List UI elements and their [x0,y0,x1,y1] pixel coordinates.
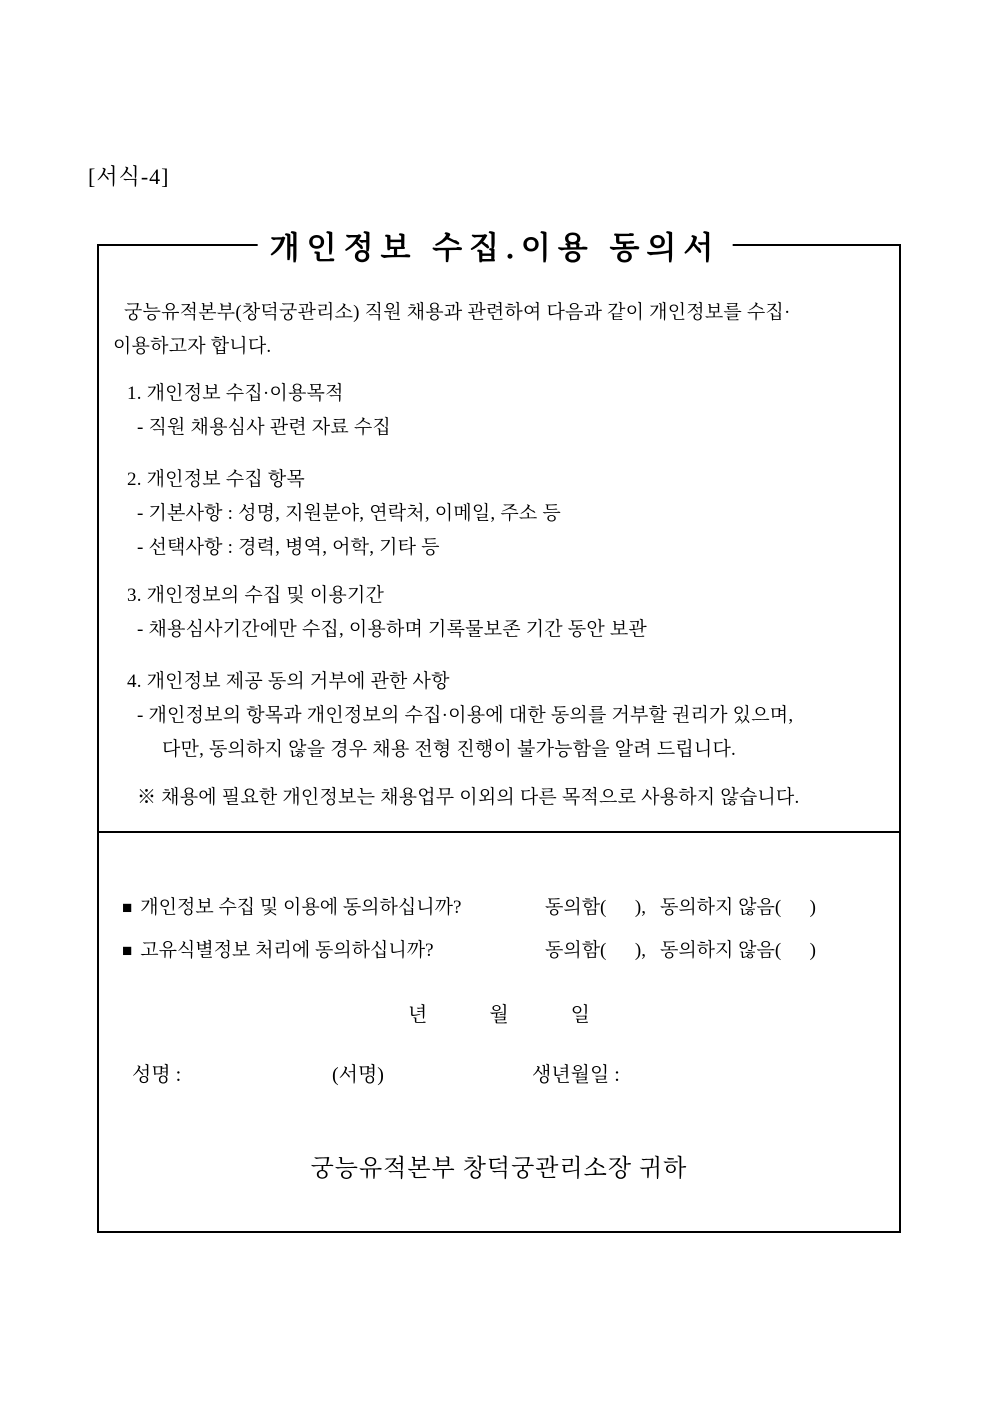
disagree-option: 동의하지 않음( ) [659,897,816,918]
intro-line-1: 궁능유적본부(창덕궁관리소) 직원 채용과 관련하여 다음과 같이 개인정보를 수집· [124,302,791,323]
form-number-label: [서식-4] [88,164,170,189]
consent-form-box [97,230,901,1233]
usage-note: ※ 채용에 필요한 개인정보는 채용업무 이외의 다른 목적으로 사용하지 않습니다. [137,787,800,808]
date-year-label: 년 [408,1004,428,1026]
question-2-options [545,935,816,962]
section-4-item-1: - 개인정보의 항목과 개인정보의 수집·이용에 대한 동의를 거부할 권리가 있으며, [137,705,794,726]
section-4-heading: 4. 개인정보 제공 동의 거부에 관한 사항 [127,671,450,692]
agree-option: 동의함( ), [545,897,646,918]
question-2-text: 고유식별정보 처리에 동의하십니까? [140,940,434,961]
section-3-item: - 채용심사기간에만 수집, 이용하며 기록물보존 기간 동안 보관 [137,619,647,640]
section-1-heading: 1. 개인정보 수집·이용목적 [127,383,344,404]
recipient-line: 궁능유적본부 창덕궁관리소장 귀하 [310,1156,688,1182]
section-2-heading: 2. 개인정보 수집 항목 [127,469,305,490]
section-3-heading: 3. 개인정보의 수집 및 이용기간 [127,585,385,606]
birthdate-field-label: 생년월일 : [532,1064,620,1086]
square-bullet-icon: ■ [122,941,133,960]
agree-option: 동의함( ), [545,940,646,961]
date-day-label: 일 [570,1004,590,1026]
question-1 [122,892,461,919]
sign-field-label: (서명) [332,1064,384,1086]
date-month-label: 월 [489,1004,509,1026]
name-field-label: 성명 : [132,1064,182,1086]
section-4-item-2: 다만, 동의하지 않을 경우 채용 전형 진행이 불가능함을 알려 드립니다. [162,739,736,760]
section-1-item: - 직원 채용심사 관련 자료 수집 [137,417,391,438]
date-line [99,998,899,1027]
question-2 [122,935,434,962]
section-divider [99,831,899,833]
disagree-option: 동의하지 않음( ) [659,940,816,961]
intro-paragraph [113,296,888,364]
square-bullet-icon: ■ [122,898,133,917]
question-1-options [545,892,816,919]
section-2-item-2: - 선택사항 : 경력, 병역, 어학, 기타 등 [137,537,440,558]
page-title: 개인정보 수집.이용 동의서 [258,223,733,268]
question-1-text: 개인정보 수집 및 이용에 동의하십니까? [140,897,462,918]
section-2-item-1: - 기본사항 : 성명, 지원분야, 연락처, 이메일, 주소 등 [137,503,561,524]
intro-line-2: 이용하고자 합니다. [113,336,272,357]
